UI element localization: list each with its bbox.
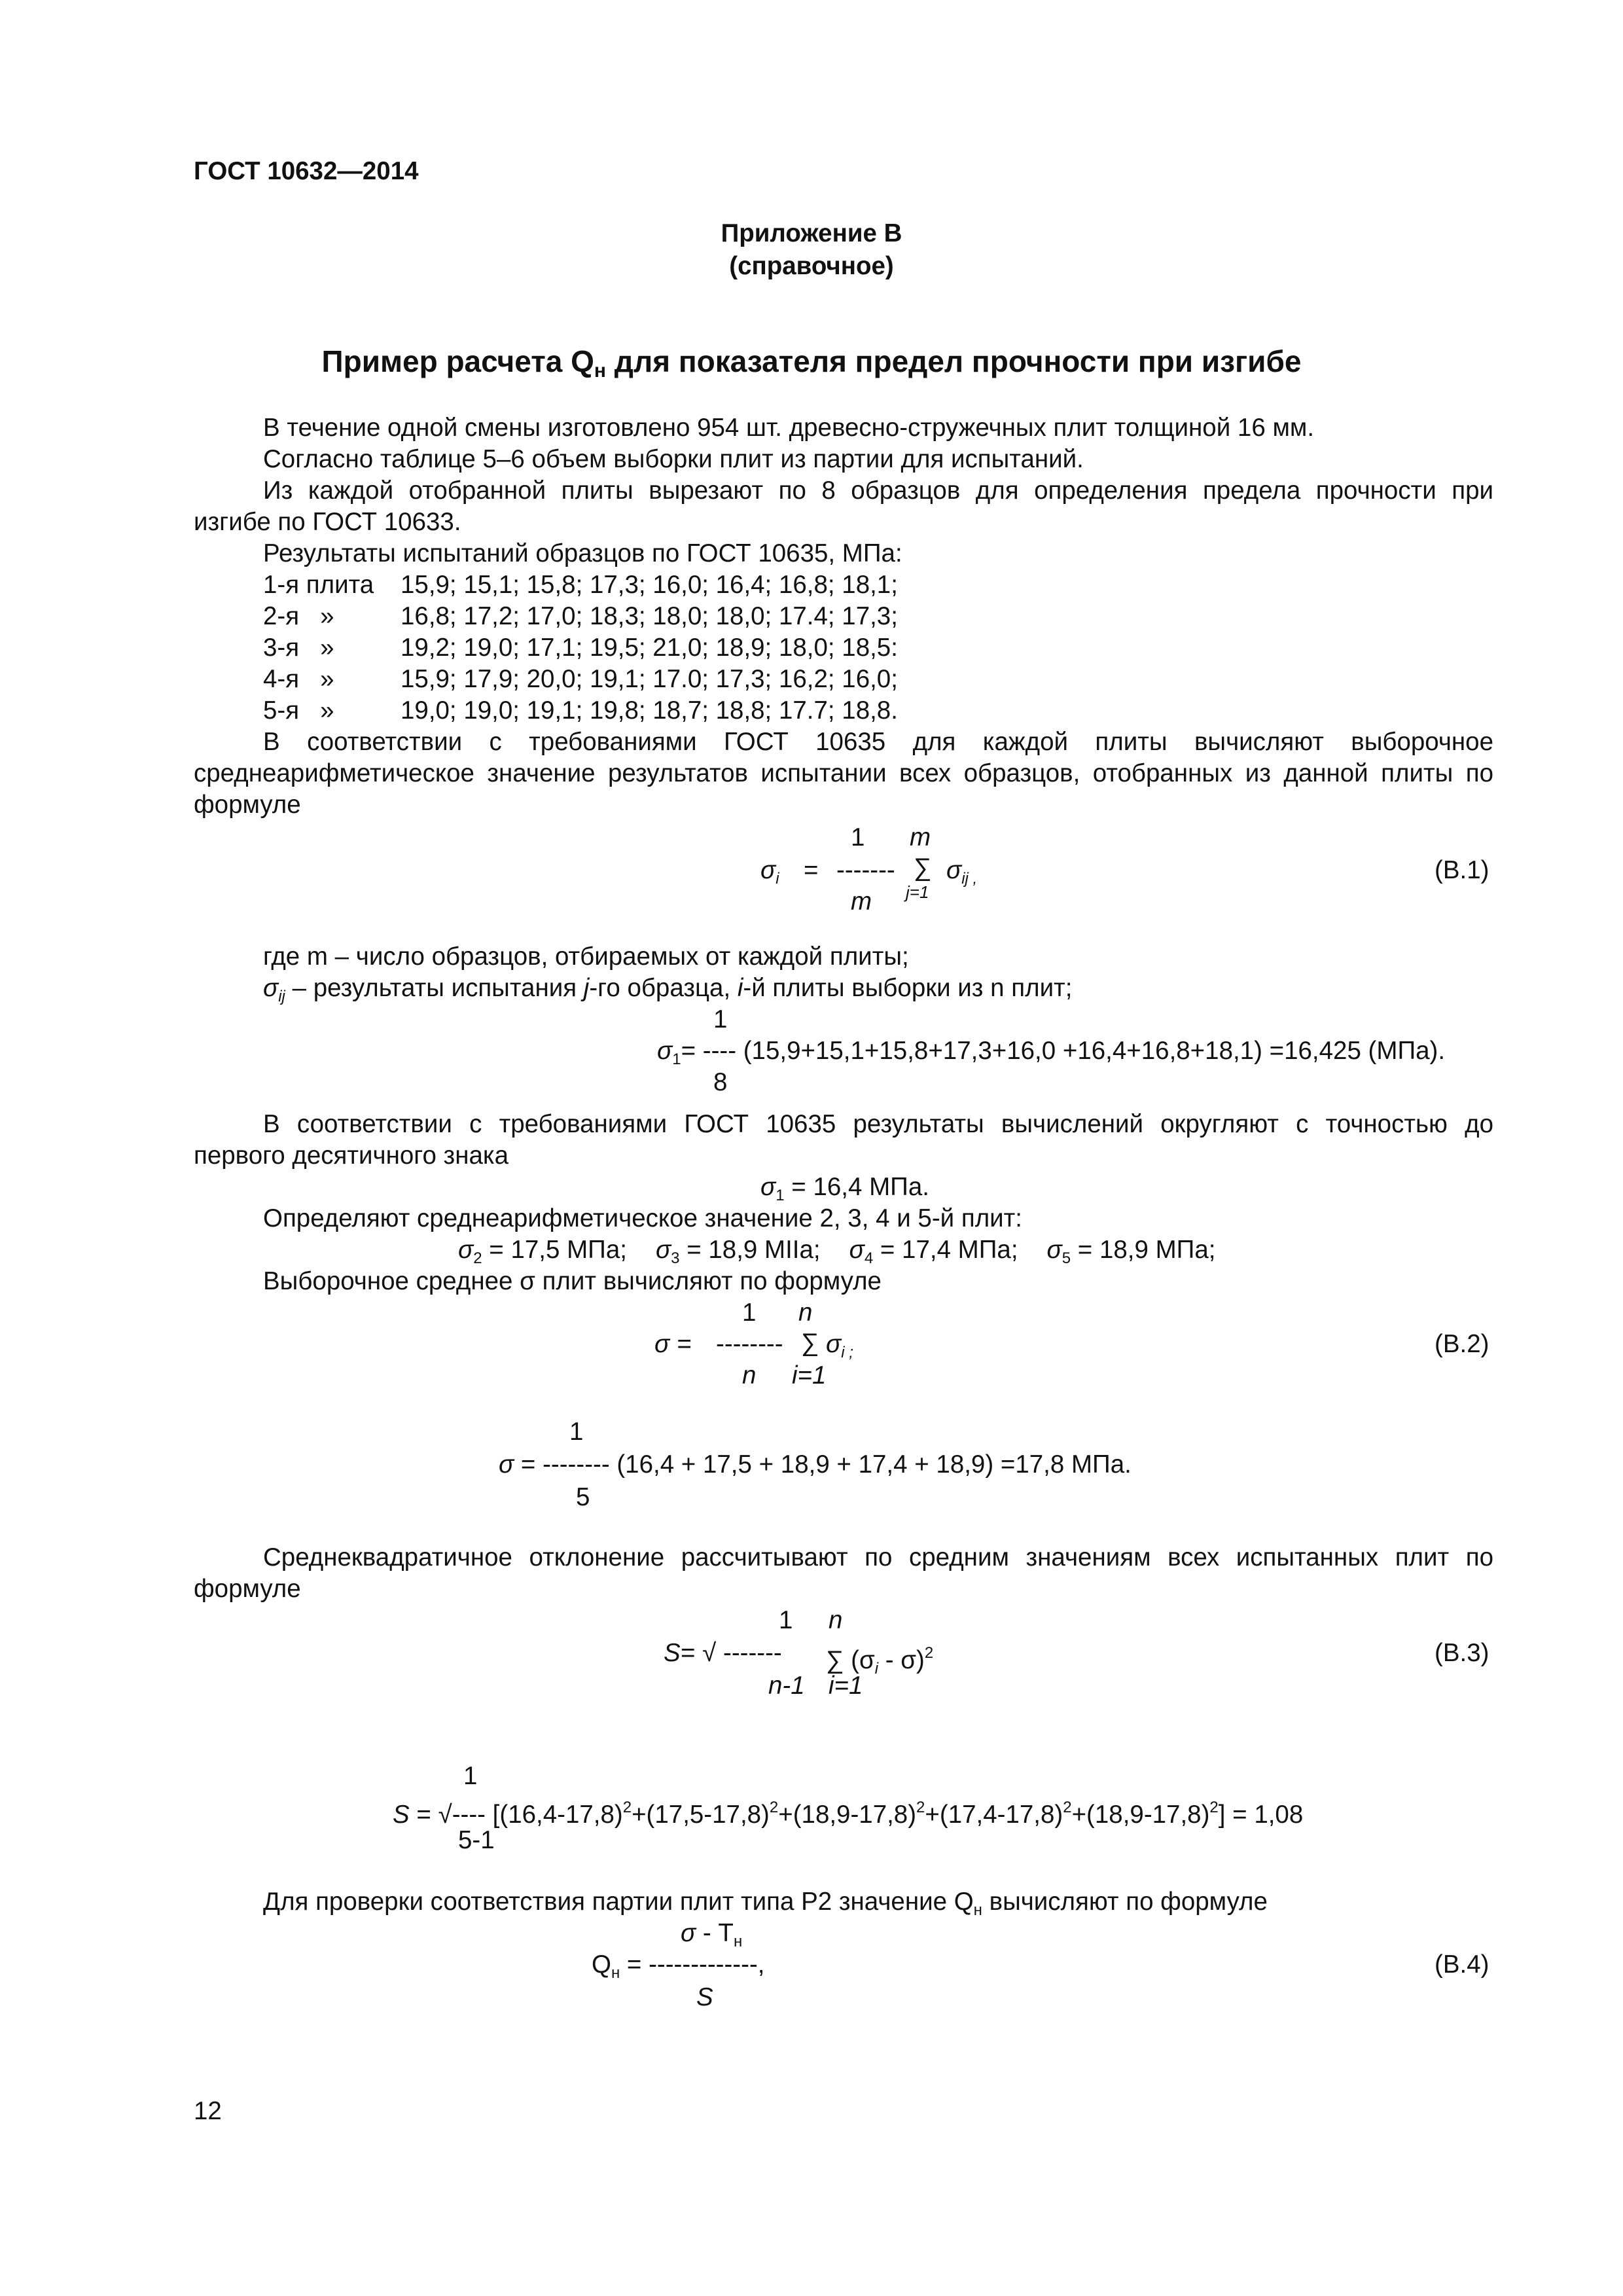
title-text-end: для показателя предел прочности при изгибе bbox=[606, 344, 1302, 378]
formula-lhs bbox=[760, 855, 779, 895]
formula-b3 bbox=[0, 1605, 1623, 1703]
formula-line bbox=[592, 1949, 764, 1989]
superscript: 2 bbox=[622, 1799, 632, 1816]
sum-lower: j=1 bbox=[906, 882, 929, 902]
equals: = bbox=[804, 856, 819, 884]
sum-upper: n bbox=[829, 1606, 843, 1634]
sqrt-and-bar: = √ ------- bbox=[681, 1639, 782, 1667]
subscript: 5 bbox=[1061, 1249, 1071, 1267]
subscript: ij , bbox=[961, 870, 978, 888]
value: = 17,5 МПа; bbox=[482, 1236, 627, 1264]
denominator: S bbox=[696, 1983, 713, 2011]
sum-lower: i=1 bbox=[829, 1672, 863, 1700]
sum-symbol: ∑ bbox=[914, 853, 932, 882]
formula-b1 bbox=[0, 822, 1623, 920]
formula-lhs: S bbox=[664, 1639, 681, 1667]
formula-lhs: σ = bbox=[654, 1330, 692, 1358]
subscript: 1 bbox=[776, 1187, 785, 1204]
result-row bbox=[263, 569, 898, 601]
subscript: i bbox=[874, 1660, 879, 1677]
numerator: 1 bbox=[569, 1418, 584, 1446]
q-symbol: Q bbox=[592, 1950, 611, 1979]
result-values: 19,0; 19,0; 19,1; 19,8; 18,7; 18,8; 17.7; 18,8. bbox=[401, 696, 898, 725]
page-number: 12 bbox=[194, 2097, 222, 2125]
calc-part: = √---- [(16,4-17,8) bbox=[409, 1801, 623, 1829]
sigma-symbol: σ bbox=[681, 1919, 696, 1947]
value: = 17,4 МПа; bbox=[873, 1236, 1018, 1264]
subscript: 2 bbox=[473, 1249, 482, 1267]
superscript: 2 bbox=[916, 1799, 925, 1816]
value: = 16,4 МПа. bbox=[784, 1173, 929, 1201]
text: Для проверки соответствия партии плит типа Р2 значение Q bbox=[263, 1888, 974, 1916]
paragraph: В течение одной смены изготовлено 954 шт. древесно-стружечных плит толщиной 16 мм. bbox=[263, 414, 1315, 442]
fraction-bar: -------- bbox=[716, 1330, 783, 1358]
superscript: 2 bbox=[1209, 1799, 1219, 1816]
text: j bbox=[583, 974, 590, 1002]
calc-part: +(17,5-17,8) bbox=[632, 1801, 770, 1829]
sigma-symbol: σ bbox=[760, 1173, 776, 1201]
annex-label: Приложение В bbox=[721, 219, 902, 247]
subscript: i ; bbox=[841, 1344, 853, 1361]
calc-part: +(18,9-17,8) bbox=[1071, 1801, 1210, 1829]
formula-term bbox=[946, 855, 977, 895]
sigma-symbol: σ bbox=[1046, 1236, 1062, 1264]
paragraph: Из каждой отобранной плиты вырезают по 8 образцов для определения предела прочности при bbox=[263, 476, 1493, 505]
result-values: 15,9; 15,1; 15,8; 17,3; 16,0; 16,4; 16,8; 18,1; bbox=[401, 571, 898, 599]
calc-line bbox=[657, 1035, 1445, 1075]
fraction-bar: = -------------, bbox=[620, 1950, 765, 1979]
sigma-symbol: σ bbox=[655, 1236, 671, 1264]
where-sigma-ij: $\sigma_{ij}$ – результаты испытания j-го образца, i-й плиты выборки из n плит; bbox=[263, 974, 1073, 1005]
section-title bbox=[0, 343, 1623, 389]
equation-number: (В.4) bbox=[1435, 1950, 1489, 1979]
calc-part: +(18,9-17,8) bbox=[778, 1801, 917, 1829]
text: вычисляют по формуле bbox=[982, 1888, 1268, 1916]
subscript: 1 bbox=[672, 1050, 681, 1068]
result-row bbox=[263, 632, 898, 664]
sum-upper: m bbox=[910, 823, 931, 852]
result-label: 5-я » bbox=[263, 696, 334, 725]
superscript: 2 bbox=[769, 1799, 779, 1816]
where-m: где m – число образцов, отбираемых от каждой плиты; bbox=[263, 942, 909, 971]
sigma-symbol: σ bbox=[826, 1330, 842, 1358]
result-label: 4-я » bbox=[263, 665, 334, 693]
sigma-symbol: σ bbox=[946, 856, 962, 884]
superscript: 2 bbox=[1063, 1799, 1072, 1816]
text: - Т bbox=[696, 1919, 734, 1947]
paragraph: Согласно таблице 5–6 объем выборки плит из партии для испытаний. bbox=[263, 445, 1084, 473]
subscript: н bbox=[973, 1901, 982, 1919]
paragraph: В соответствии с требованиями ГОСТ 10635 для каждой плиты вычисляют выборочное среднеарифметическое значение результатов испытании всех образцов, отобранных из данной плиты по формуле bbox=[194, 728, 1493, 819]
plate-mean bbox=[1047, 1234, 1216, 1274]
sigma-symbol: σ bbox=[760, 856, 776, 884]
paragraph: изгибе по ГОСТ 10633. bbox=[194, 508, 461, 536]
paragraph: формуле bbox=[194, 1575, 301, 1603]
calc-part: ] = 1,08 bbox=[1218, 1801, 1304, 1829]
title-text: Пример расчета Q bbox=[321, 344, 594, 378]
result-row bbox=[263, 695, 898, 726]
sigma1-calculation bbox=[0, 1004, 1623, 1102]
numerator: 1 bbox=[742, 1299, 757, 1327]
calc-part: +(17,4-17,8) bbox=[925, 1801, 1063, 1829]
fraction-bar: ------- bbox=[836, 856, 895, 884]
paragraph: В соответствии с требованиями ГОСТ 10635 результаты вычислений округляют с точностью до bbox=[263, 1110, 1493, 1138]
text: i bbox=[737, 974, 743, 1002]
paragraph: Среднеквадратичное отклонение рассчитывают по средним значениям всех испытанных плит по bbox=[263, 1543, 1493, 1571]
sigma-symbol: σ bbox=[657, 1037, 673, 1065]
paragraph: Результаты испытаний образцов по ГОСТ 10635, МПа: bbox=[263, 539, 902, 567]
sigma-calculation bbox=[0, 1416, 1623, 1515]
subscript: н bbox=[733, 1933, 743, 1950]
annex-type: (справочное) bbox=[729, 252, 894, 280]
numerator: 1 bbox=[779, 1606, 793, 1634]
calc-body: = ---- (15,9+15,1+15,8+17,3+16,0 +16,4+16,8+18,1) =16,425 (МПа). bbox=[681, 1037, 1446, 1065]
s-symbol: S bbox=[393, 1801, 410, 1829]
sigma-symbol: σ bbox=[849, 1236, 865, 1264]
text: -го образца, bbox=[589, 974, 738, 1002]
formula-b2 bbox=[0, 1297, 1623, 1395]
subscript: 3 bbox=[671, 1249, 680, 1267]
subscript: н bbox=[611, 1964, 620, 1982]
denominator: 5 bbox=[576, 1483, 590, 1511]
equation-number: (В.2) bbox=[1435, 1330, 1489, 1358]
calc-line bbox=[393, 1792, 1303, 1831]
sigma-symbol: σ bbox=[458, 1236, 474, 1264]
title-subscript: н bbox=[594, 360, 607, 382]
sum-lower: i=1 bbox=[792, 1361, 827, 1390]
value: = 18,9 МПа; bbox=[1071, 1236, 1216, 1264]
formula-numerator: 1 bbox=[851, 823, 865, 852]
equation-number: (В.3) bbox=[1435, 1639, 1489, 1667]
result-label: 1-я плита bbox=[263, 571, 374, 599]
denominator: n bbox=[742, 1361, 757, 1390]
result-values: 15,9; 17,9; 20,0; 19,1; 17.0; 17,3; 16,2; 16,0; bbox=[401, 665, 898, 693]
result-label: 2-я » bbox=[263, 602, 334, 630]
denominator: n-1 bbox=[768, 1672, 805, 1700]
paragraph: Выборочное среднее σ плит вычисляют по формуле bbox=[263, 1267, 882, 1295]
paragraph: Определяют среднеарифметическое значение 2, 3, 4 и 5-й плит: bbox=[263, 1204, 1023, 1232]
result-row bbox=[263, 601, 898, 632]
results-list bbox=[263, 569, 898, 726]
formula-term bbox=[826, 1329, 853, 1369]
denominator: 8 bbox=[713, 1068, 728, 1096]
result-values: 16,8; 17,2; 17,0; 18,3; 18,0; 18,0; 17.4; 17,3; bbox=[401, 602, 898, 630]
sum-symbol: ∑ bbox=[801, 1329, 819, 1357]
paragraph: первого десятичного знака bbox=[194, 1141, 508, 1170]
calc-line bbox=[499, 1449, 1132, 1480]
sigma-symbol: σ bbox=[499, 1450, 514, 1479]
sum-symbol: ∑ (σ bbox=[826, 1646, 875, 1674]
subscript: 4 bbox=[864, 1249, 874, 1267]
s-calculation bbox=[0, 1761, 1623, 1859]
document-id: ГОСТ 10632—2014 bbox=[194, 157, 419, 185]
equation-number: (В.1) bbox=[1435, 856, 1489, 884]
result-label: 3-я » bbox=[263, 634, 334, 662]
calc-body: = -------- (16,4 + 17,5 + 18,9 + 17,4 + 18,9) =17,8 МПа. bbox=[514, 1450, 1132, 1479]
formula-b4 bbox=[0, 1918, 1623, 2016]
formula-denominator: m bbox=[851, 888, 872, 916]
numerator: 1 bbox=[713, 1005, 728, 1033]
result-values: 19,2; 19,0; 17,1; 19,5; 21,0; 18,9; 18,0; 18,5: bbox=[401, 634, 898, 662]
value: = 18,9 МIIа; bbox=[679, 1236, 821, 1264]
text: - σ) bbox=[878, 1646, 925, 1674]
subscript: i bbox=[776, 870, 779, 888]
text: – результаты испытания bbox=[285, 974, 584, 1002]
sum-upper: n bbox=[798, 1299, 813, 1327]
numerator: 1 bbox=[463, 1762, 478, 1790]
result-row bbox=[263, 664, 898, 695]
superscript: 2 bbox=[924, 1644, 934, 1662]
denominator: 5-1 bbox=[458, 1826, 495, 1854]
text: -й плиты выборки из n плит; bbox=[743, 974, 1073, 1002]
